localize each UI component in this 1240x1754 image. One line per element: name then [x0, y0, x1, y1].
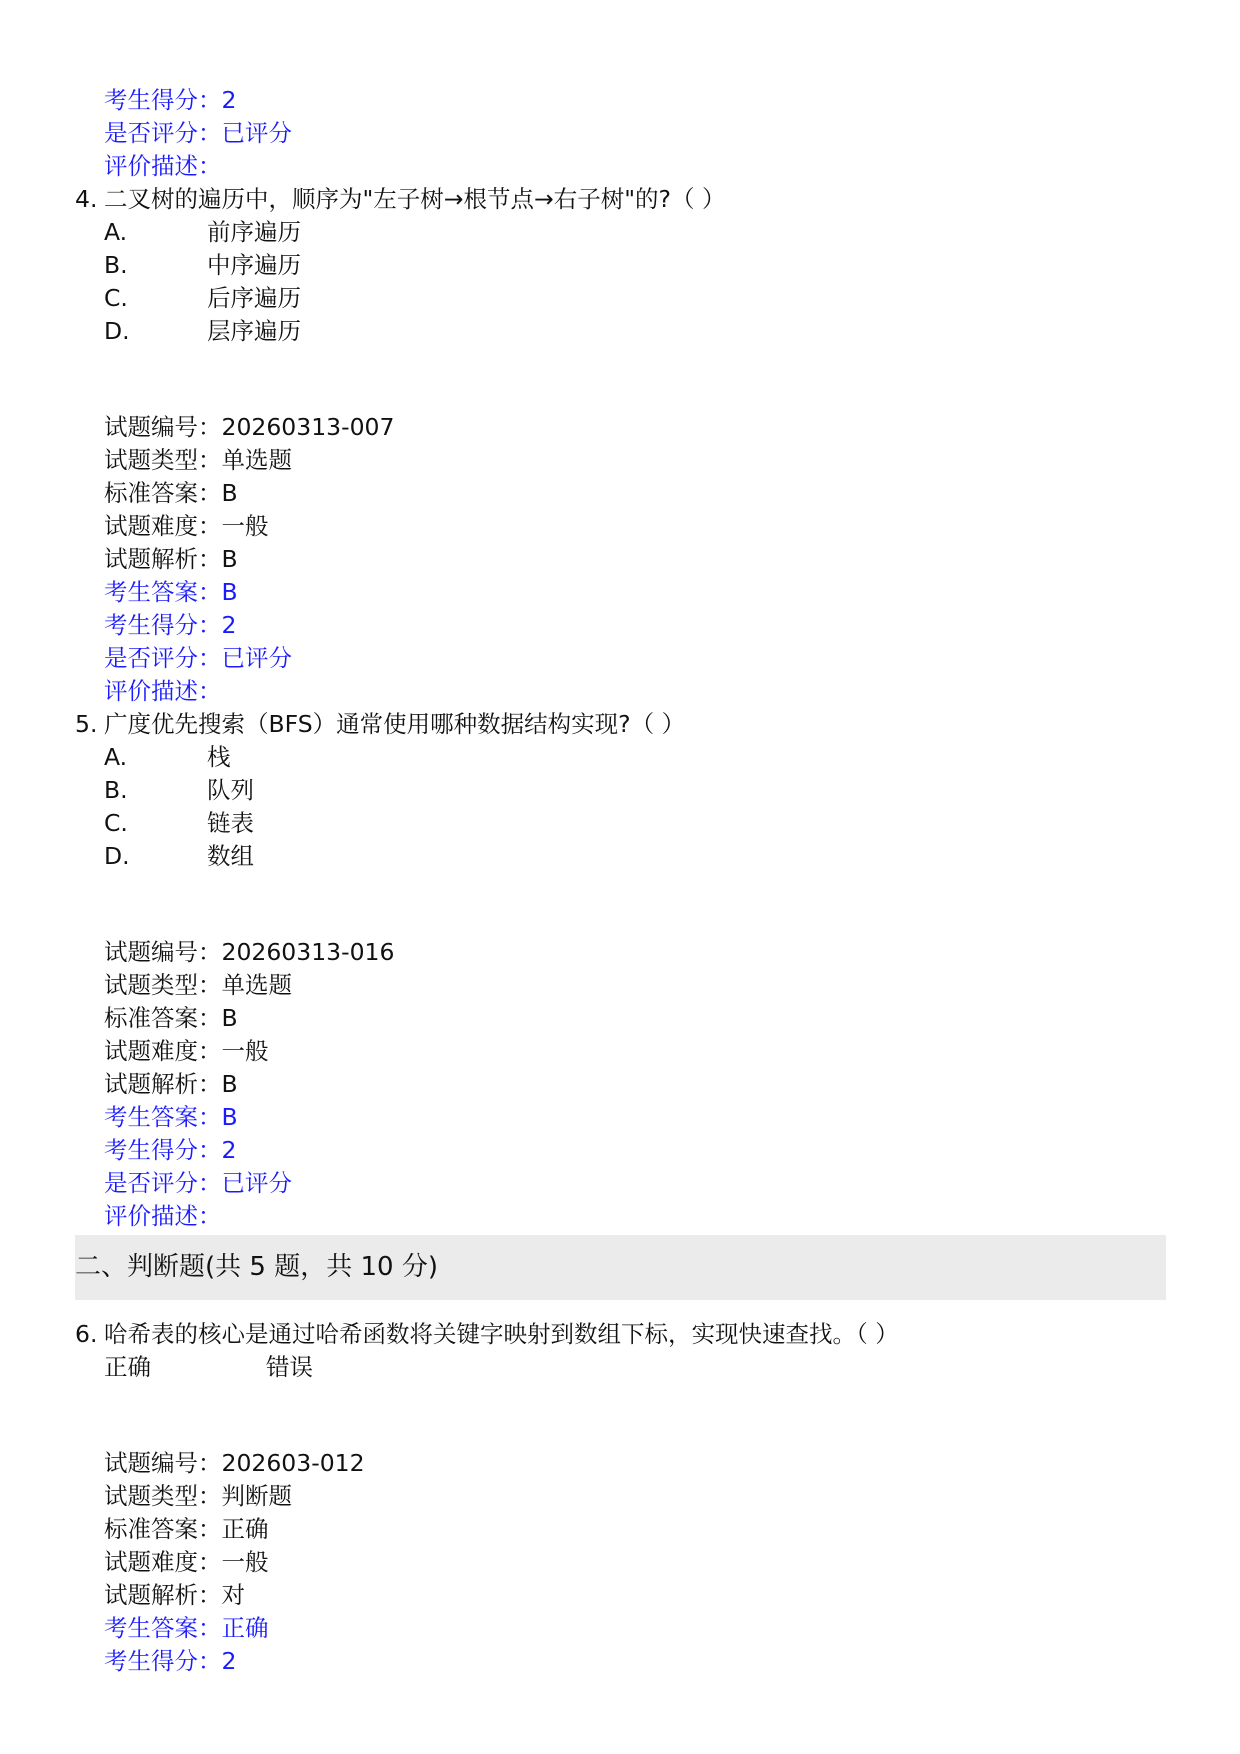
- question-text: 二叉树的遍历中，顺序为"左子树→根节点→右子树"的?（ ）: [104, 185, 726, 213]
- option-text: 链表: [207, 809, 254, 837]
- question-id: 试题编号：202603-012: [104, 1449, 365, 1477]
- option-letter: C.: [104, 809, 128, 837]
- question-type: 试题类型：判断题: [104, 1482, 292, 1510]
- question-text: 哈希表的核心是通过哈希函数将关键字映射到数组下标，实现快速查找。（ ）: [104, 1320, 899, 1348]
- option-letter: B.: [104, 251, 128, 279]
- option-text: 队列: [207, 776, 254, 804]
- option-text: 中序遍历: [207, 251, 301, 279]
- option-letter: D.: [104, 842, 130, 870]
- option-text: 栈: [207, 743, 231, 771]
- question-number: 6.: [75, 1320, 98, 1348]
- standard-answer: 标准答案：B: [104, 1004, 238, 1032]
- question-text: 广度优先搜索（BFS）通常使用哪种数据结构实现?（ ）: [104, 710, 686, 738]
- option-d[interactable]: [0, 315, 1240, 348]
- evaluation-comment: 评价描述：: [104, 1202, 222, 1230]
- student-score: 考生得分：2: [104, 86, 237, 114]
- question-difficulty: 试题难度：一般: [104, 1548, 269, 1576]
- student-score: 考生得分：2: [104, 1647, 237, 1675]
- option-text: 数组: [207, 842, 254, 870]
- student-answer: 考生答案：正确: [104, 1614, 269, 1642]
- question-analysis: 试题解析：B: [104, 545, 238, 573]
- section-header: 二、判断题(共 5 题，共 10 分): [75, 1235, 1166, 1300]
- option-d[interactable]: [0, 840, 1240, 873]
- option-letter: B.: [104, 776, 128, 804]
- option-b[interactable]: [0, 249, 1240, 282]
- option-a[interactable]: [0, 741, 1240, 774]
- question-difficulty: 试题难度：一般: [104, 1037, 269, 1065]
- option-text: 前序遍历: [207, 218, 301, 246]
- option-text: 层序遍历: [207, 317, 301, 345]
- student-score: 考生得分：2: [104, 1136, 237, 1164]
- question-type: 试题类型：单选题: [104, 446, 292, 474]
- standard-answer: 标准答案：B: [104, 479, 238, 507]
- question-analysis: 试题解析：B: [104, 1070, 238, 1098]
- question-5: [0, 708, 1240, 741]
- question-6: [0, 1318, 1240, 1351]
- option-a[interactable]: [0, 216, 1240, 249]
- option-letter: C.: [104, 284, 128, 312]
- option-letter: A.: [104, 218, 128, 246]
- question-difficulty: 试题难度：一般: [104, 512, 269, 540]
- graded-status: 是否评分：已评分: [104, 1169, 292, 1197]
- option-true[interactable]: 正确: [104, 1353, 151, 1381]
- question-id: 试题编号：20260313-007: [104, 413, 395, 441]
- option-text: 后序遍历: [207, 284, 301, 312]
- student-score: 考生得分：2: [104, 611, 237, 639]
- question-type: 试题类型：单选题: [104, 971, 292, 999]
- evaluation-comment: 评价描述：: [104, 152, 222, 180]
- option-letter: A.: [104, 743, 128, 771]
- option-c[interactable]: [0, 282, 1240, 315]
- option-letter: D.: [104, 317, 130, 345]
- evaluation-comment: 评价描述：: [104, 677, 222, 705]
- question-analysis: 试题解析：对: [104, 1581, 245, 1609]
- graded-status: 是否评分：已评分: [104, 644, 292, 672]
- question-number: 5.: [75, 710, 98, 738]
- option-c[interactable]: [0, 807, 1240, 840]
- option-b[interactable]: [0, 774, 1240, 807]
- question-id: 试题编号：20260313-016: [104, 938, 395, 966]
- standard-answer: 标准答案：正确: [104, 1515, 269, 1543]
- graded-status: 是否评分：已评分: [104, 119, 292, 147]
- option-false[interactable]: 错误: [266, 1353, 313, 1381]
- question-number: 4.: [75, 185, 98, 213]
- student-answer: 考生答案：B: [104, 578, 238, 606]
- question-4: [0, 183, 1240, 216]
- student-answer: 考生答案：B: [104, 1103, 238, 1131]
